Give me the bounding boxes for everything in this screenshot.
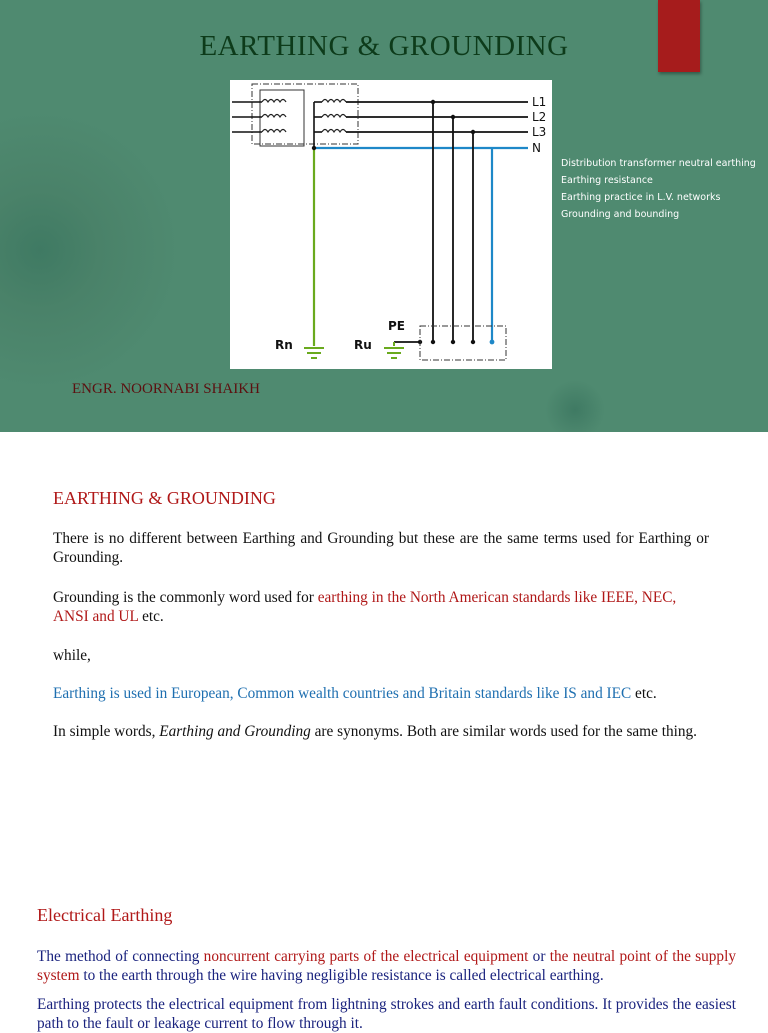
label-l2: L2 (532, 110, 547, 124)
text-run: Grounding is the commonly word used for (53, 589, 318, 606)
text-run: The method of connecting (37, 948, 204, 965)
earthing-diagram-svg (230, 80, 552, 369)
highlight-noncurrent-parts: noncurrent carrying parts of the electrical equipment (203, 948, 529, 965)
author-name: ENGR. NOORNABI SHAIKH (72, 381, 260, 397)
primary-winding-frame (260, 90, 304, 146)
text-run: In simple words, (53, 723, 160, 740)
paragraph-synonyms (53, 722, 709, 741)
phase-lines (346, 102, 528, 132)
section-heading-earthing-grounding: EARTHING & GROUNDING (53, 488, 276, 508)
rn-earth-symbol (304, 348, 324, 358)
topic-item: Earthing practice in L.V. networks (561, 192, 721, 203)
paragraph-earthing-purpose: Earthing protects the electrical equipment from lightning strokes and earth fault conditions. It provides the easiest path to the fault or leakage current to flow through it. (37, 996, 736, 1032)
ru-earth-symbol (384, 348, 404, 358)
topic-item: Earthing resistance (561, 175, 653, 186)
topic-item: Grounding and bounding (561, 209, 680, 220)
emphasis-synonyms: Earthing and Grounding (159, 723, 311, 740)
secondary-coils (322, 100, 346, 133)
cover-slide (0, 0, 768, 432)
text-run: to the earth through the wire having negligible resistance is called electrical earthing. (79, 967, 604, 984)
label-l1: L1 (532, 95, 547, 109)
paragraph-earthing-usage (53, 684, 709, 703)
label-rn: Rn (275, 338, 293, 352)
text-run: etc. (138, 608, 164, 625)
highlight-neutral-point: the neutral point of the supply system (37, 948, 736, 984)
topic-item: Distribution transformer neutral earthing (561, 158, 756, 169)
cover-title: EARTHING & GROUNDING (199, 30, 569, 62)
paragraph-definition: There is no different between Earthing and Grounding but these are the same terms used for Earthing or Grounding. (53, 530, 709, 566)
text-run: are synonyms. Both are similar words used for the same thing. (310, 723, 697, 740)
primary-input-lines (232, 102, 262, 132)
highlight-north-american-standards: earthing in the North American standards like IEEE, NEC, ANSI and UL (53, 589, 677, 625)
section-heading-electrical-earthing: Electrical Earthing (37, 905, 173, 925)
load-phase-drops (433, 102, 473, 342)
primary-coils (262, 100, 286, 133)
text-run: or (528, 948, 550, 965)
text-run: etc. (631, 685, 657, 702)
transformer-enclosure (252, 84, 358, 144)
paragraph-while: while, (53, 647, 91, 664)
tn-earthing-diagram (230, 80, 552, 369)
paragraph-earthing-definition (37, 947, 736, 985)
junction-dots (312, 100, 475, 344)
label-ru: Ru (354, 338, 372, 352)
label-l3: L3 (532, 125, 547, 139)
label-n: N (532, 141, 541, 155)
label-pe: PE (388, 319, 405, 333)
topics-list (561, 155, 761, 223)
highlight-european-standards: Earthing is used in European, Common wealth countries and Britain standards like IS and IEC (53, 685, 632, 702)
paragraph-grounding-usage (53, 588, 709, 626)
